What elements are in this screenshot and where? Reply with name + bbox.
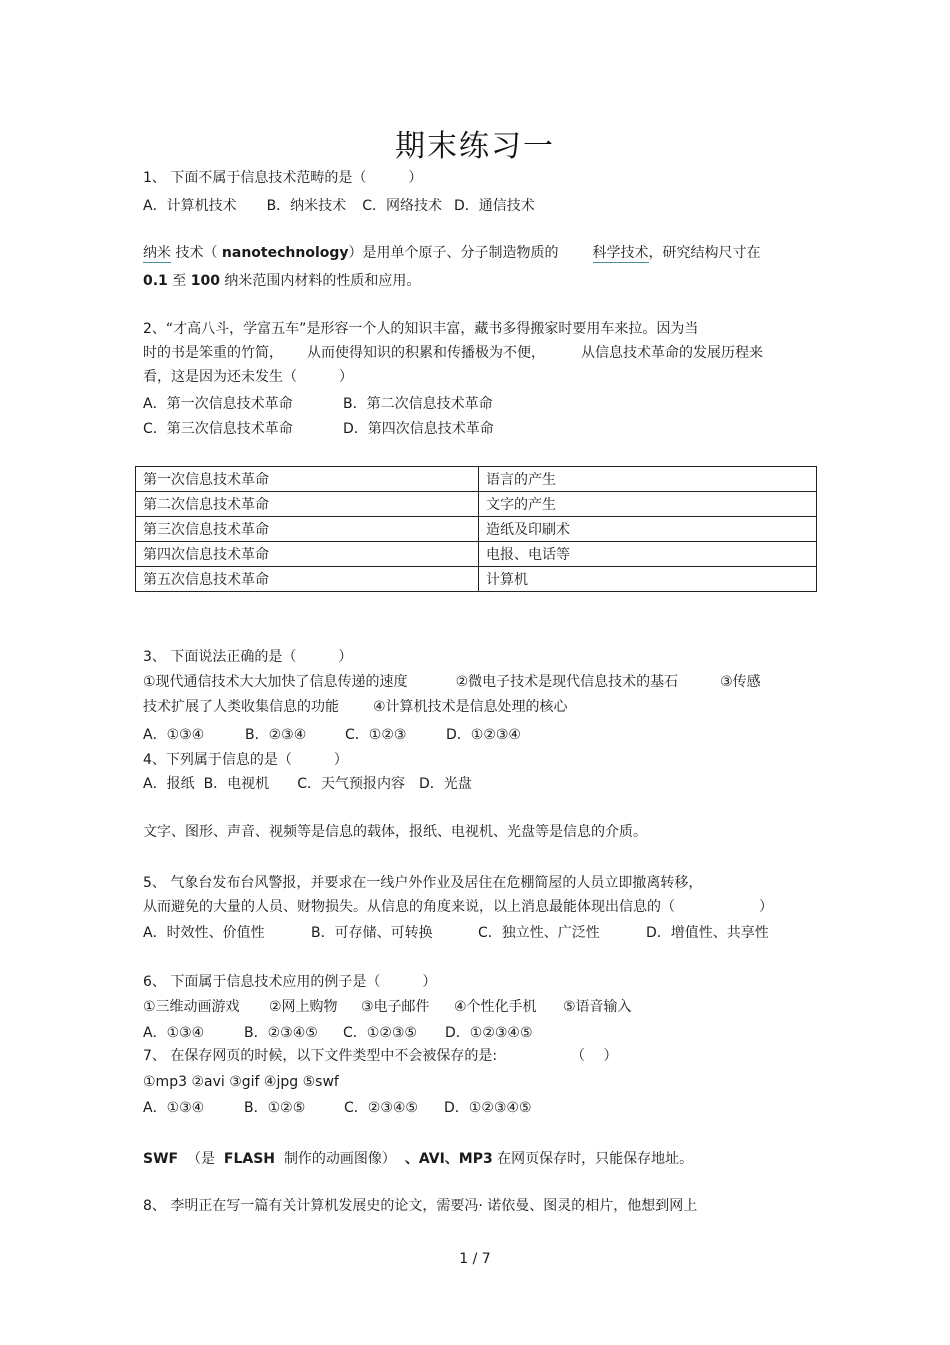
q7-text: 7、 在保存网页的时候，以下文件类型中不会被保存的是: bbox=[143, 1048, 498, 1064]
note-text: ）是用单个原子、分子制造物质的 bbox=[348, 245, 559, 261]
q1-note-line1 bbox=[143, 243, 761, 263]
table-cell: 第一次信息技术革命 bbox=[136, 467, 479, 492]
note-term-bold: SWF bbox=[143, 1151, 179, 1167]
q2-text: 从而使得知识的积累和传播极为不便， bbox=[307, 345, 545, 361]
q7-options bbox=[143, 1098, 532, 1118]
q7-item: ④jpg bbox=[263, 1074, 299, 1090]
q7-item: ②avi bbox=[191, 1074, 225, 1090]
q3-option-c: C．①②③ bbox=[345, 727, 407, 743]
q3-option-d: D．①②③④ bbox=[446, 727, 521, 743]
q8-stem-line1: 8、 李明正在写一篇有关计算机发展史的论文，需要冯· 诺依曼、图灵的相片，他想到网上 bbox=[143, 1198, 698, 1214]
q6-option-d: D．①②③④⑤ bbox=[445, 1025, 533, 1041]
q1-note-line2 bbox=[143, 271, 420, 291]
q5-option-b: B．可存储、可转换 bbox=[311, 925, 433, 941]
table-row bbox=[136, 467, 817, 492]
table-cell: 电报、电话等 bbox=[479, 542, 817, 567]
q3-stem: 3、 下面说法正确的是（ ） bbox=[143, 649, 353, 665]
q5-stem-line1: 5、 气象台发布台风警报，并要求在一线户外作业及居住在危棚简屋的人员立即撤离转移， bbox=[143, 875, 703, 891]
q7-option-c: C．②③④⑤ bbox=[344, 1100, 418, 1116]
q4-option-b: B．电视机 bbox=[203, 776, 270, 792]
note-term-bold: nanotechnology bbox=[221, 245, 349, 261]
q5-text: ） bbox=[759, 899, 773, 915]
note-text: 制作的动画图像） bbox=[283, 1151, 396, 1167]
note-number: 0.1 bbox=[143, 273, 168, 289]
q2-option-d: D．第四次信息技术革命 bbox=[343, 421, 494, 437]
q6-options bbox=[143, 1023, 533, 1043]
q1-option-b: B．纳米技术 bbox=[266, 198, 347, 214]
table-cell: 第三次信息技术革命 bbox=[136, 517, 479, 542]
note-term-bold: 、MP3 bbox=[444, 1151, 493, 1167]
q7-paren: （ ） bbox=[571, 1048, 618, 1064]
note-text: 在网页保存时，只能保存地址。 bbox=[497, 1151, 694, 1167]
note-number: 100 bbox=[190, 273, 220, 289]
q2-stem-line3: 看，这是因为还未发生（ ） bbox=[143, 369, 353, 385]
q6-item: ⑤语音输入 bbox=[563, 999, 632, 1015]
q1-options bbox=[143, 196, 535, 216]
q7-option-b: B．①②⑤ bbox=[244, 1100, 306, 1116]
q6-option-a: A．①③④ bbox=[143, 1025, 205, 1041]
q4-option-c: C．天气预报内容 bbox=[297, 776, 405, 792]
note-term-bold: 、AVI bbox=[404, 1151, 445, 1167]
q3-statement: ②微电子技术是现代信息技术的基石 bbox=[455, 674, 679, 690]
page-number: 1 / 7 bbox=[459, 1251, 491, 1267]
table-row bbox=[136, 567, 817, 592]
q6-item: ②网上购物 bbox=[269, 999, 338, 1015]
q1-stem: 1、 下面不属于信息技术范畴的是（ ） bbox=[143, 170, 423, 186]
q6-item: ③电子邮件 bbox=[361, 999, 430, 1015]
note-text: 至 bbox=[172, 273, 187, 289]
q5-option-c: C．独立性、广泛性 bbox=[478, 925, 600, 941]
q4-stem: 4、下列属于信息的是（ ） bbox=[143, 752, 348, 768]
q2-stem-line1: 2、“才高八斗，学富五车”是形容一个人的知识丰富，藏书多得搬家时要用车来拉。因为当 bbox=[143, 321, 699, 337]
q3-options bbox=[143, 725, 521, 745]
q2-stem-line2 bbox=[143, 343, 763, 363]
q7-items bbox=[143, 1072, 339, 1092]
q3-statement: 技术扩展了人类收集信息的功能 bbox=[143, 699, 339, 715]
note-text: 纳米范围内材料的性质和应用。 bbox=[224, 273, 421, 289]
q7-item: ③gif bbox=[229, 1074, 260, 1090]
q2-options-row2 bbox=[143, 419, 494, 439]
q6-item: ④个性化手机 bbox=[454, 999, 537, 1015]
q1-option-a: A．计算机技术 bbox=[143, 198, 237, 214]
q3-statement: ①现代通信技术大大加快了信息传递的速度 bbox=[143, 674, 408, 690]
table-cell: 第四次信息技术革命 bbox=[136, 542, 479, 567]
table-cell: 文字的产生 bbox=[479, 492, 817, 517]
q5-stem-line2 bbox=[143, 897, 773, 917]
q2-text: 时的书是笨重的竹简， bbox=[143, 345, 283, 361]
q2-options-row1 bbox=[143, 394, 493, 414]
q3-option-a: A．①③④ bbox=[143, 727, 205, 743]
note-text: ，研究结构尺寸在 bbox=[648, 245, 761, 261]
underlined-term: 科学技术 bbox=[592, 245, 649, 261]
q7-item: ⑤swf bbox=[302, 1074, 339, 1090]
q7-option-a: A．①③④ bbox=[143, 1100, 205, 1116]
q3-statements-line1 bbox=[143, 672, 761, 692]
q5-option-a: A．时效性、价值性 bbox=[143, 925, 265, 941]
q7-stem bbox=[143, 1046, 617, 1066]
q6-option-b: B．②③④⑤ bbox=[244, 1025, 318, 1041]
table-cell: 计算机 bbox=[479, 567, 817, 592]
q7-item: ①mp3 bbox=[143, 1074, 187, 1090]
q6-items bbox=[143, 997, 632, 1017]
page-title: 期末练习一 bbox=[395, 129, 555, 164]
q6-stem: 6、 下面属于信息技术应用的例子是（ ） bbox=[143, 974, 437, 990]
q3-statement: ③传感 bbox=[720, 674, 761, 690]
q2-option-b: B．第二次信息技术革命 bbox=[343, 396, 493, 412]
q7-option-d: D．①②③④⑤ bbox=[444, 1100, 532, 1116]
table-cell: 语言的产生 bbox=[479, 467, 817, 492]
q2-text: 从信息技术革命的发展历程来 bbox=[581, 345, 763, 361]
q6-item: ①三维动画游戏 bbox=[143, 999, 240, 1015]
q6-option-c: C．①②③⑤ bbox=[343, 1025, 417, 1041]
q4-options bbox=[143, 774, 472, 794]
q4-note: 文字、图形、声音、视频等是信息的载体，报纸、电视机、光盘等是信息的介质。 bbox=[143, 824, 647, 840]
table-row bbox=[136, 517, 817, 542]
note-text: 技术（ bbox=[175, 245, 218, 261]
q2-option-a: A．第一次信息技术革命 bbox=[143, 396, 293, 412]
q1-option-c: C．网络技术 bbox=[362, 198, 442, 214]
table-row bbox=[136, 542, 817, 567]
table-row bbox=[136, 492, 817, 517]
q5-text: 从而避免的大量的人员、财物损失。从信息的角度来说，以上消息最能体现出信息的（ bbox=[143, 899, 675, 915]
q5-options bbox=[143, 923, 769, 943]
q3-option-b: B．②③④ bbox=[245, 727, 307, 743]
revolution-table bbox=[135, 466, 817, 592]
note-text: （是 bbox=[187, 1151, 215, 1167]
underlined-term: 纳米 bbox=[143, 245, 171, 261]
note-term-bold: FLASH bbox=[223, 1151, 276, 1167]
q1-option-d: D．通信技术 bbox=[453, 198, 535, 214]
q3-statements-line2 bbox=[143, 697, 568, 717]
q5-option-d: D．增值性、共享性 bbox=[646, 925, 769, 941]
q7-note bbox=[143, 1149, 693, 1169]
table-cell: 第五次信息技术革命 bbox=[136, 567, 479, 592]
q4-option-a: A．报纸 bbox=[143, 776, 195, 792]
q3-statement: ④计算机技术是信息处理的核心 bbox=[373, 699, 568, 715]
q4-option-d: D．光盘 bbox=[418, 776, 472, 792]
table-cell: 造纸及印刷术 bbox=[479, 517, 817, 542]
table-cell: 第二次信息技术革命 bbox=[136, 492, 479, 517]
q2-option-c: C．第三次信息技术革命 bbox=[143, 421, 293, 437]
